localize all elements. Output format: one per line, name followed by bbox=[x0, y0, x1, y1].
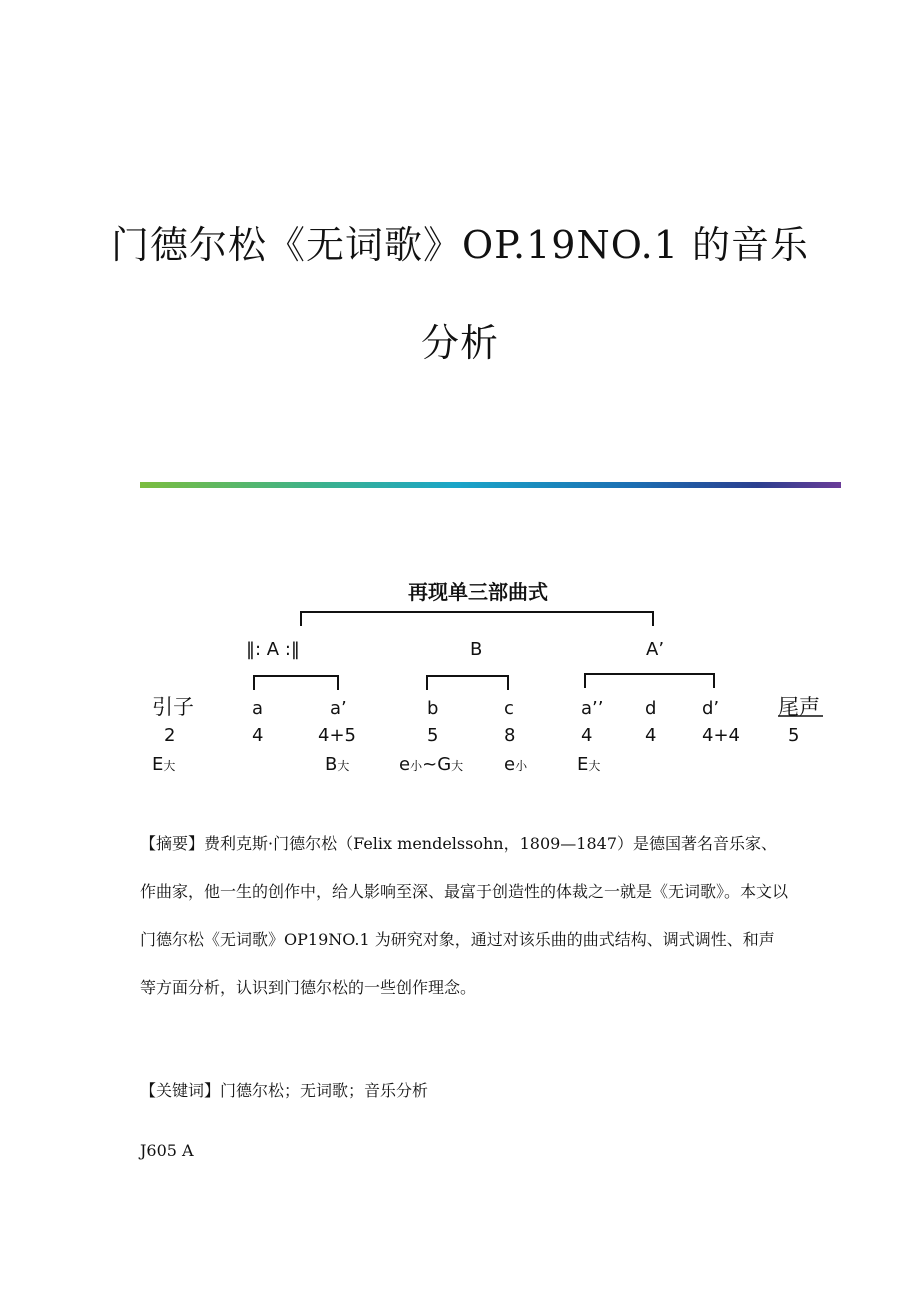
abstract-label: 【摘要】 bbox=[140, 834, 205, 853]
label-b: b bbox=[427, 698, 439, 719]
key-mode: 小 bbox=[515, 759, 528, 773]
bars-intro: 2 bbox=[164, 725, 176, 746]
form-diagram bbox=[140, 570, 840, 790]
classification-code: J605 A bbox=[140, 1141, 194, 1160]
keywords bbox=[140, 1067, 790, 1115]
key-letter: e bbox=[399, 754, 411, 775]
key-b bbox=[399, 756, 463, 774]
bars-a: 4 bbox=[252, 725, 264, 746]
key-mode: 大 bbox=[337, 759, 350, 773]
label-a-prime: a’ bbox=[330, 698, 347, 719]
label-intro: 引子 bbox=[152, 695, 194, 719]
bars-d: 4 bbox=[645, 725, 657, 746]
label-a-double-prime: a’’ bbox=[581, 698, 604, 719]
gradient-divider bbox=[140, 482, 841, 488]
section-a-prime: A’ bbox=[646, 639, 665, 660]
keywords-label: 【关键词】 bbox=[140, 1081, 221, 1100]
key-c bbox=[504, 756, 527, 774]
title-line-1: 门德尔松《无词歌》OP.19NO.1 的音乐 bbox=[111, 223, 809, 267]
abstract-text: 费利克斯·门德尔松（Felix mendelssohn，1809—1847）是德国著名音乐家、作曲家，他一生的创作中，给人影响至深、最富于创造性的体裁之一就是《无词歌》。本文以门德尔松《无词歌》OP19NO.1 为研究对象，通过对该乐曲的曲式结构、调式调性、和声等方面分析，认识到门德尔松的一些创作理念。 bbox=[140, 834, 789, 997]
key-letter: G bbox=[437, 754, 452, 775]
diagram-heading: 再现单三部曲式 bbox=[408, 580, 548, 604]
bars-d-prime: 4+4 bbox=[702, 725, 740, 746]
abstract bbox=[140, 820, 790, 1012]
bracket-a-prime bbox=[585, 674, 714, 688]
key-a-double-prime bbox=[577, 756, 600, 774]
label-d: d bbox=[645, 698, 657, 719]
title-line-2: 分析 bbox=[420, 321, 499, 365]
key-separator: ~ bbox=[422, 754, 438, 775]
bracket-b bbox=[427, 676, 508, 690]
label-a: a bbox=[252, 698, 264, 719]
top-bracket bbox=[301, 612, 653, 626]
bracket-a bbox=[254, 676, 338, 690]
key-mode: 小 bbox=[410, 759, 423, 773]
key-mode: 大 bbox=[588, 759, 601, 773]
label-c: c bbox=[504, 698, 514, 719]
key-mode: 大 bbox=[163, 759, 176, 773]
key-letter: E bbox=[152, 754, 164, 775]
label-d-prime: d’ bbox=[702, 698, 720, 719]
bars-b: 5 bbox=[427, 725, 439, 746]
key-a-prime bbox=[325, 756, 349, 774]
section-b: B bbox=[470, 639, 483, 660]
key-letter: B bbox=[325, 754, 338, 775]
bars-outro: 5 bbox=[788, 725, 800, 746]
bars-a-double-prime: 4 bbox=[581, 725, 593, 746]
bars-c: 8 bbox=[504, 725, 516, 746]
key-intro bbox=[152, 756, 175, 774]
label-outro: 尾声 bbox=[778, 695, 820, 719]
keywords-text: 门德尔松；无词歌；音乐分析 bbox=[220, 1081, 429, 1100]
bars-a-prime: 4+5 bbox=[318, 725, 356, 746]
key-letter: E bbox=[577, 754, 589, 775]
key-letter: e bbox=[504, 754, 516, 775]
key-mode: 大 bbox=[451, 759, 464, 773]
section-a: ‖: A :‖ bbox=[246, 639, 300, 660]
